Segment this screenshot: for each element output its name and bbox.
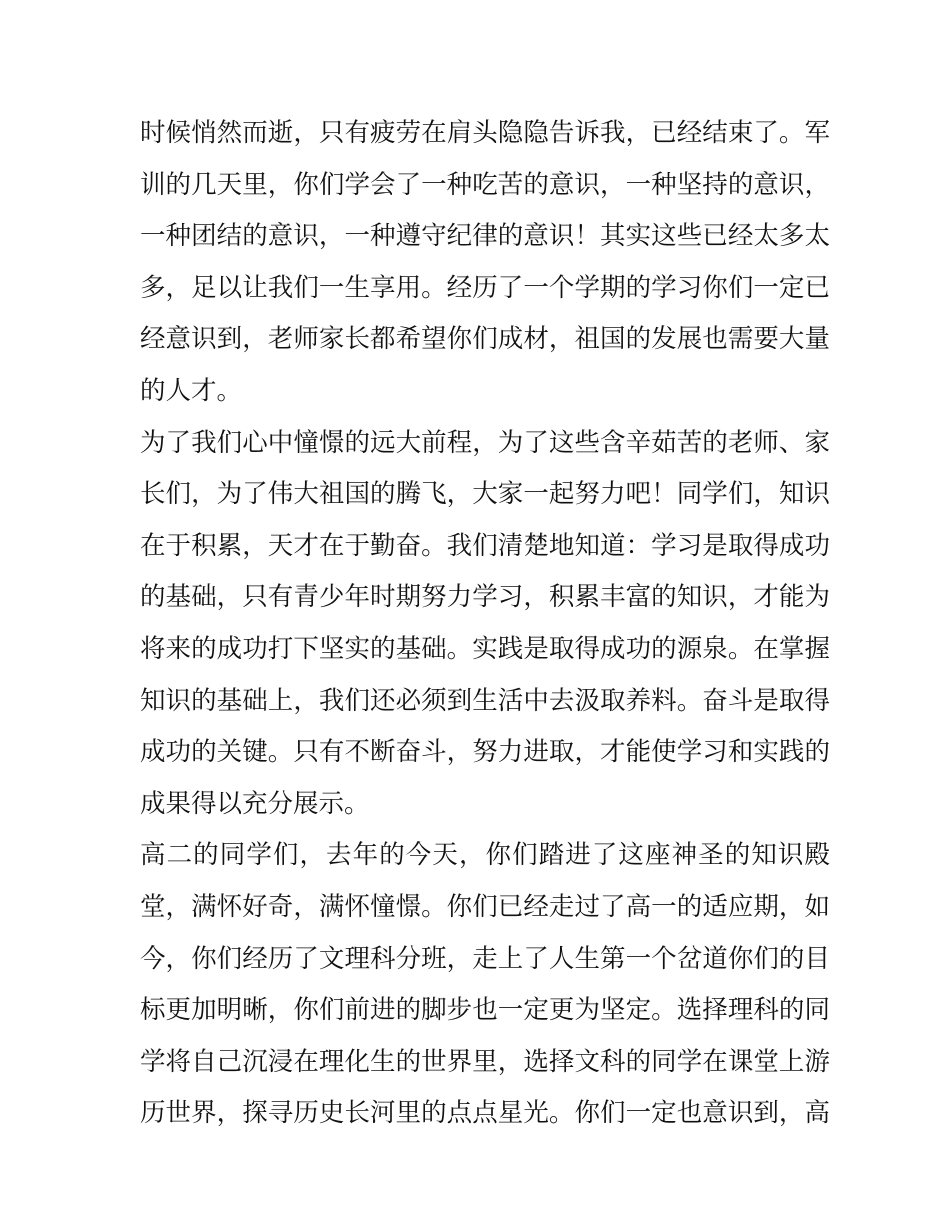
text-line: 高二的同学们，去年的今天，你们踏进了这座神圣的知识殿 (140, 840, 830, 871)
text-line: 历世界，探寻历史长河里的点点星光。你们一定也意识到，高 (140, 1098, 830, 1129)
text-line: 成功的关键。只有不断奋斗，努力进取，才能使学习和实践的 (140, 737, 830, 768)
text-line: 训的几天里，你们学会了一种吃苦的意识，一种坚持的意识， (140, 169, 830, 200)
text-line: 将来的成功打下坚实的基础。实践是取得成功的源泉。在掌握 (140, 633, 830, 664)
text-line: 知识的基础上，我们还必须到生活中去汲取养料。奋斗是取得 (140, 685, 830, 716)
text-line: 时候悄然而逝，只有疲劳在肩头隐隐告诉我，已经结束了。军 (140, 118, 830, 148)
paragraph-end-line: 的人才。 (140, 375, 243, 406)
text-line: 学将自己沉浸在理化生的世界里，选择文科的同学在课堂上游 (140, 1046, 830, 1077)
text-line: 的基础，只有青少年时期努力学习，积累丰富的知识，才能为 (140, 582, 830, 613)
text-line: 为了我们心中憧憬的远大前程，为了这些含辛茹苦的老师、家 (140, 427, 830, 458)
text-line: 经意识到，老师家长都希望你们成材，祖国的发展也需要大量 (140, 324, 830, 355)
text-line: 长们，为了伟大祖国的腾飞，大家一起努力吧！同学们，知识 (140, 479, 830, 510)
text-line: 今，你们经历了文理科分班，走上了人生第一个岔道你们的目 (140, 943, 830, 974)
text-line: 堂，满怀好奇，满怀憧憬。你们已经走过了高一的适应期，如 (140, 891, 830, 922)
text-line: 在于积累，天才在于勤奋。我们清楚地知道：学习是取得成功 (140, 530, 830, 561)
text-line: 多，足以让我们一生享用。经历了一个学期的学习你们一定已 (140, 272, 830, 303)
text-line: 标更加明晰，你们前进的脚步也一定更为坚定。选择理科的同 (140, 995, 830, 1026)
text-line: 一种团结的意识，一种遵守纪律的意识！其实这些已经太多太 (140, 221, 830, 252)
body-text (140, 108, 830, 1140)
paragraph-end-line: 成果得以充分展示。 (140, 788, 370, 819)
